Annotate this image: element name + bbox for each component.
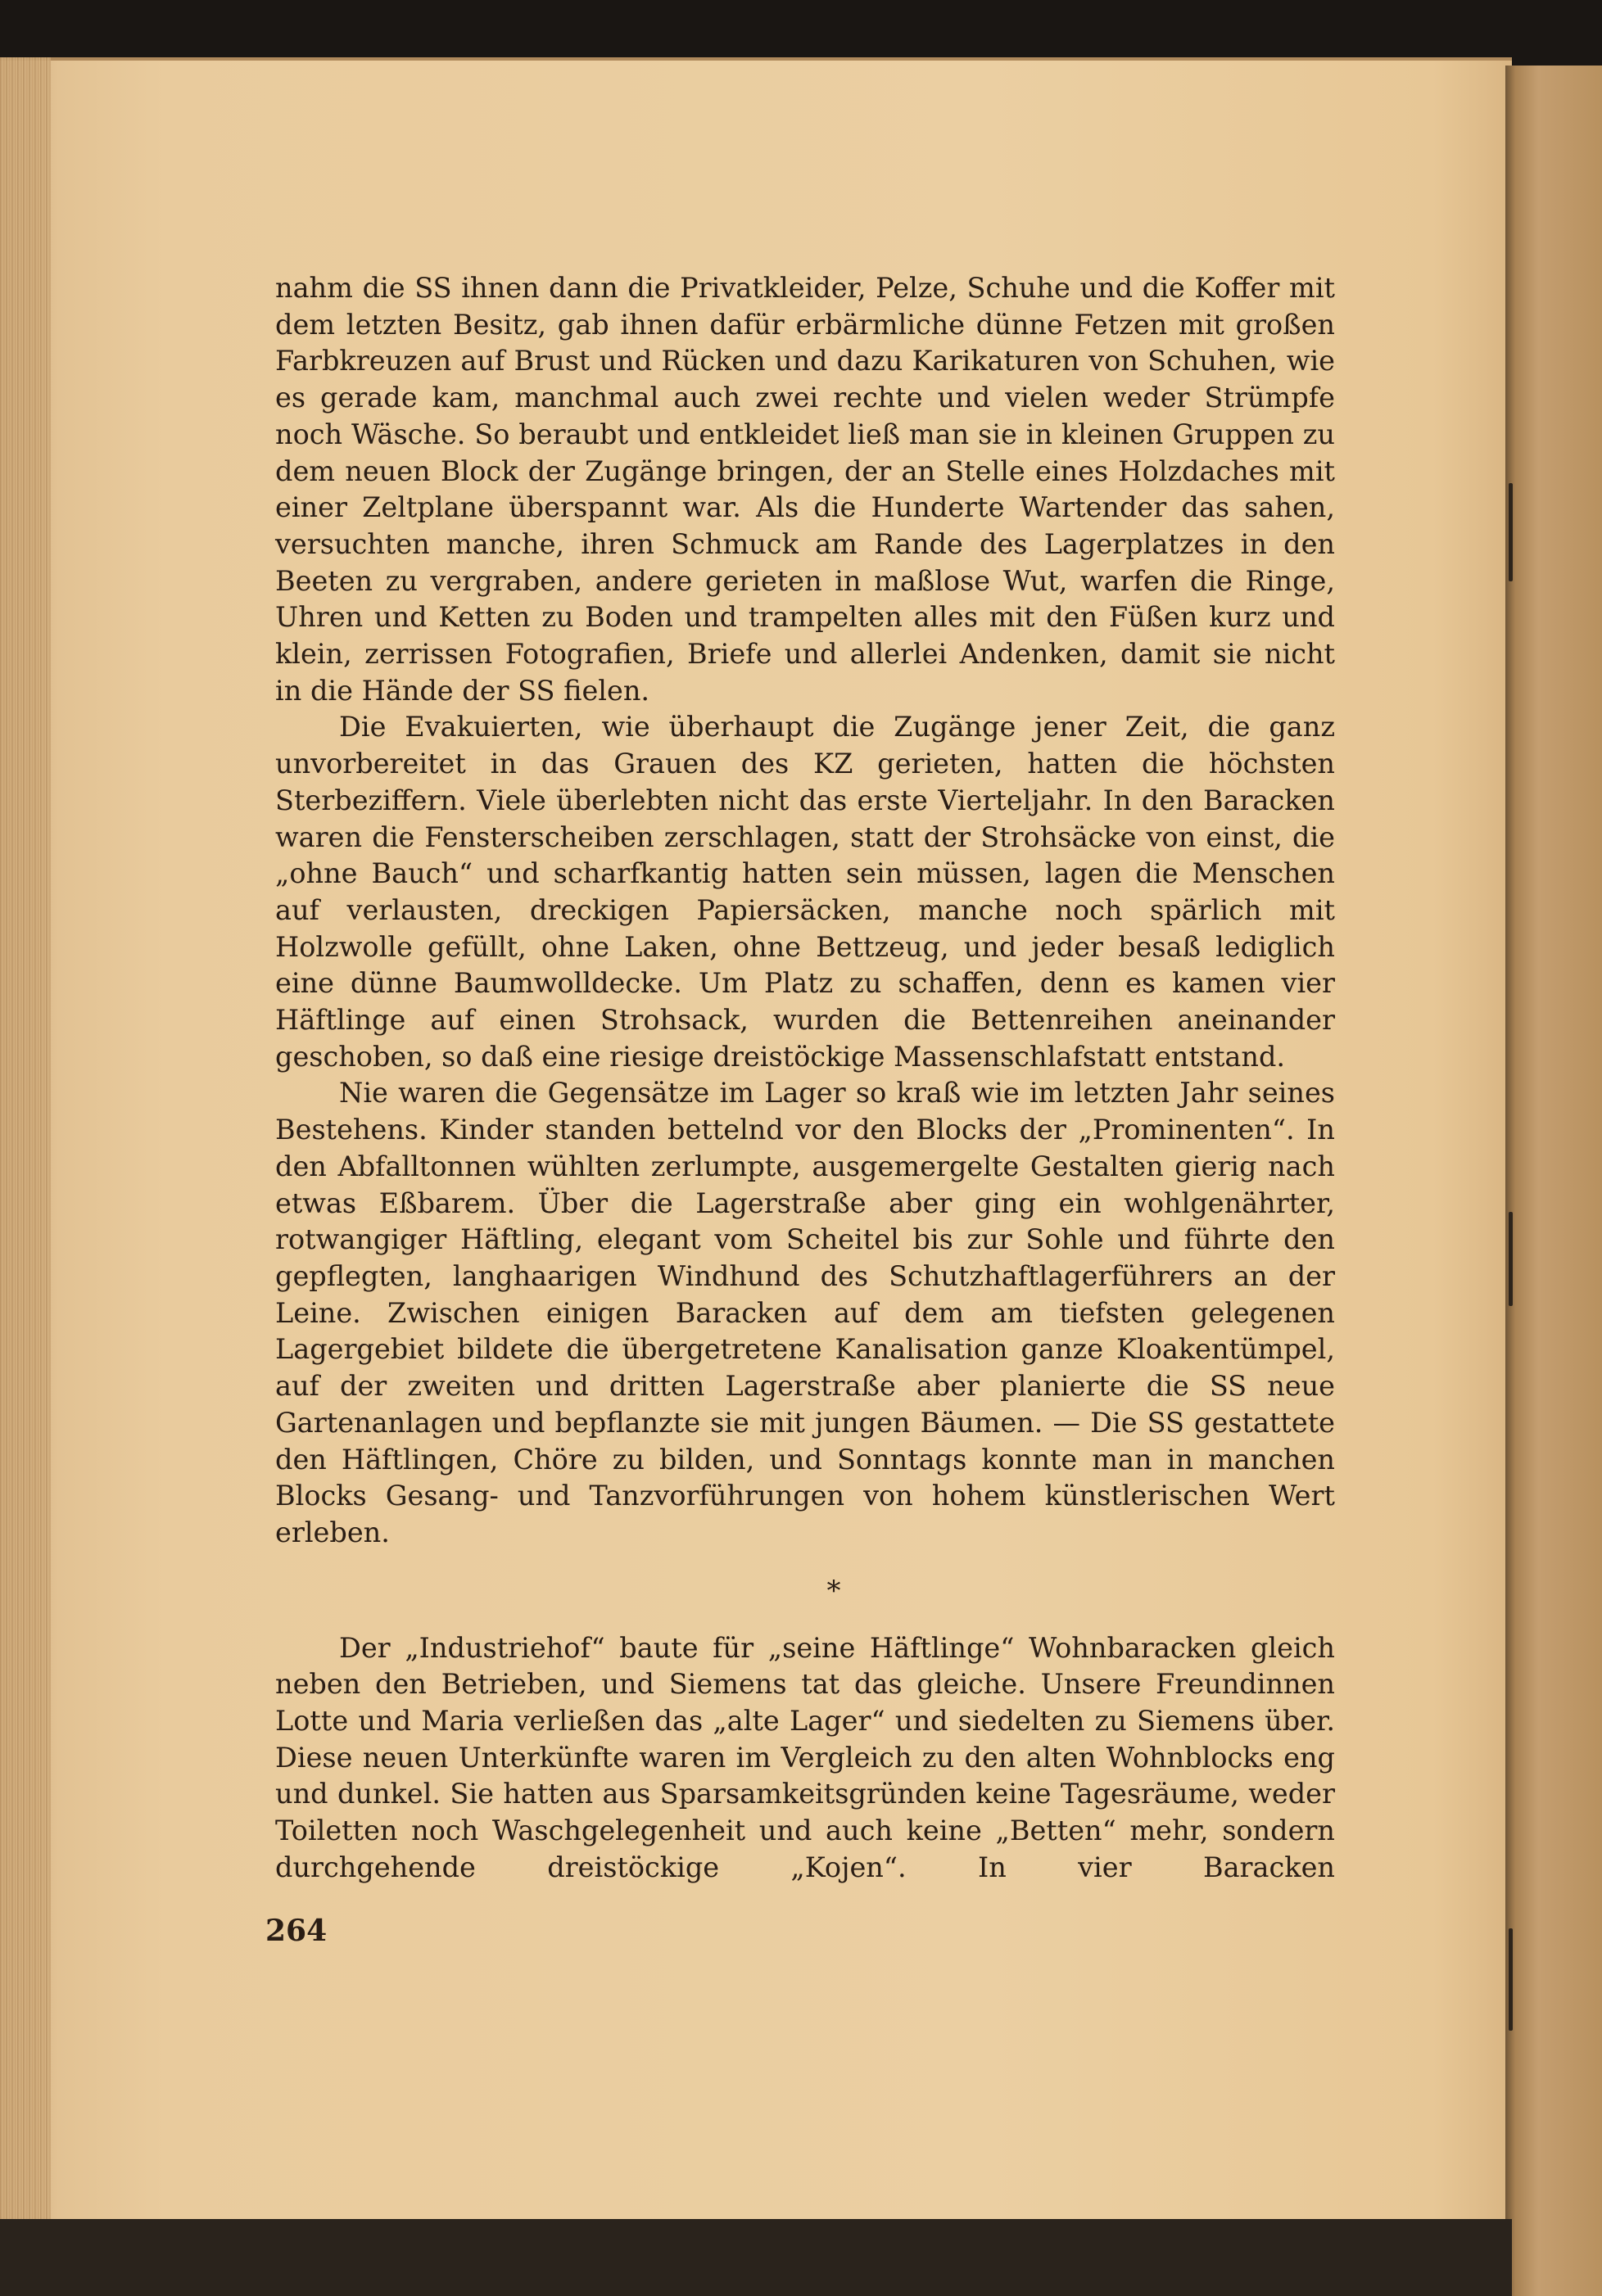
paragraph: Der „Industriehof“ baute für „seine Häftlinge“ Wohnbaracken gleich neben den Betrieben, und Siemens tat das gleiche. Unsere Freundinnen Lotte und Maria verließen das „alte Lager“ und siedelten zu Siemens über. Diese neuen Unterkünfte waren im Vergleich zu den alten Wohnblocks eng und dunkel. Sie hatten aus Sparsamkeitsgründen keine Tagesräume, weder Toiletten noch Waschgelegenheit und auch keine „Betten“ mehr, sondern durchgehende dreistöckige „Kojen“. In vier Baracken [275, 1631, 1335, 1883]
binding-mark [1509, 1212, 1513, 1306]
binding-mark [1509, 1928, 1513, 2031]
body-text [275, 270, 1335, 1887]
paragraph: Nie waren die Gegensätze im Lager so kraß wie im letzten Jahr seines Bestehens. Kinder standen bettelnd vor den Blocks der „Prominenten“. In den Abfalltonnen wühlten zerlumpte, ausgemergelte Gestalten gierig nach etwas Eßbarem. Über die Lagerstraße aber ging ein wohlgenährter, rotwangiger Häftling, elegant vom Scheitel bis zur Sohle und führte den gepflegten, langhaarigen Windhund des Schutzhaftlagerführers an der Leine. Zwischen einigen Baracken auf dem am tiefsten gelegenen Lagergebiet bildete die übergetretene Kanalisation ganze Kloakentümpel, auf der zweiten und dritten Lagerstraße aber planierte die SS neue Gartenanlagen und bepflanzte sie mit jungen Bäumen. — Die SS gestattete den Häftlingen, Chöre zu bilden, und Sonntags konnte man in manchen Blocks Gesang- und Tanzvorführungen von hohem künstlerischen Wert erleben. [275, 1077, 1335, 1548]
paragraph: Die Evakuierten, wie überhaupt die Zugänge jener Zeit, die ganz unvorbereitet in das Grauen des KZ gerieten, hatten die höchsten Sterbeziffern. Viele überlebten nicht das erste Vierteljahr. In den Baracken waren die Fensterscheiben zerschlagen, statt der Strohsäcke von einst, die „ohne Bauch“ und scharfkantig hatten sein müssen, lagen die Menschen auf verlausten, dreckigen Papiersäcken, manche noch spärlich mit Holzwolle gefüllt, ohne Laken, ohne Bettzeug, und jeder besaß lediglich eine dünne Baumwolldecke. Um Platz zu schaffen, denn es kamen vier Häftlinge auf einen Strohsack, wurden die Bettenreihen aneinander geschoben, so daß eine riesige dreistöckige Massenschlafstatt entstand. [275, 711, 1335, 1073]
scan-background [0, 2219, 1512, 2296]
paragraph: nahm die SS ihnen dann die Privatkleider, Pelze, Schuhe und die Koffer mit dem letzten Besitz, gab ihnen dafür erbärmliche dünne Fetzen mit großen Farbkreuzen auf Brust und Rücken und dazu Karikaturen von Schuhen, wie es gerade kam, manchmal auch zwei rechte und vielen weder Strümpfe noch Wäsche. So beraubt und entkleidet ließ man sie in kleinen Gruppen zu dem neuen Block der Zugänge bringen, der an Stelle eines Holzdaches mit einer Zeltplane überspannt war. Als die Hunderte Wartender das sahen, versuchten manche, ihren Schmuck am Rande des Lagerplatzes in den Beeten zu vergraben, andere gerieten in maßlose Wut, warfen die Ringe, Uhren und Ketten zu Boden und trampelten alles mit den Füßen kurz und klein, zerrissen Fotografien, Briefe und allerlei Andenken, damit sie nicht in die Hände der SS fielen. [275, 272, 1335, 707]
page-edges [0, 57, 51, 2219]
facing-page-edge [1505, 66, 1602, 2296]
page-number: 264 [265, 1914, 328, 1948]
section-separator: * [826, 1574, 841, 1607]
binding-mark [1509, 483, 1513, 581]
